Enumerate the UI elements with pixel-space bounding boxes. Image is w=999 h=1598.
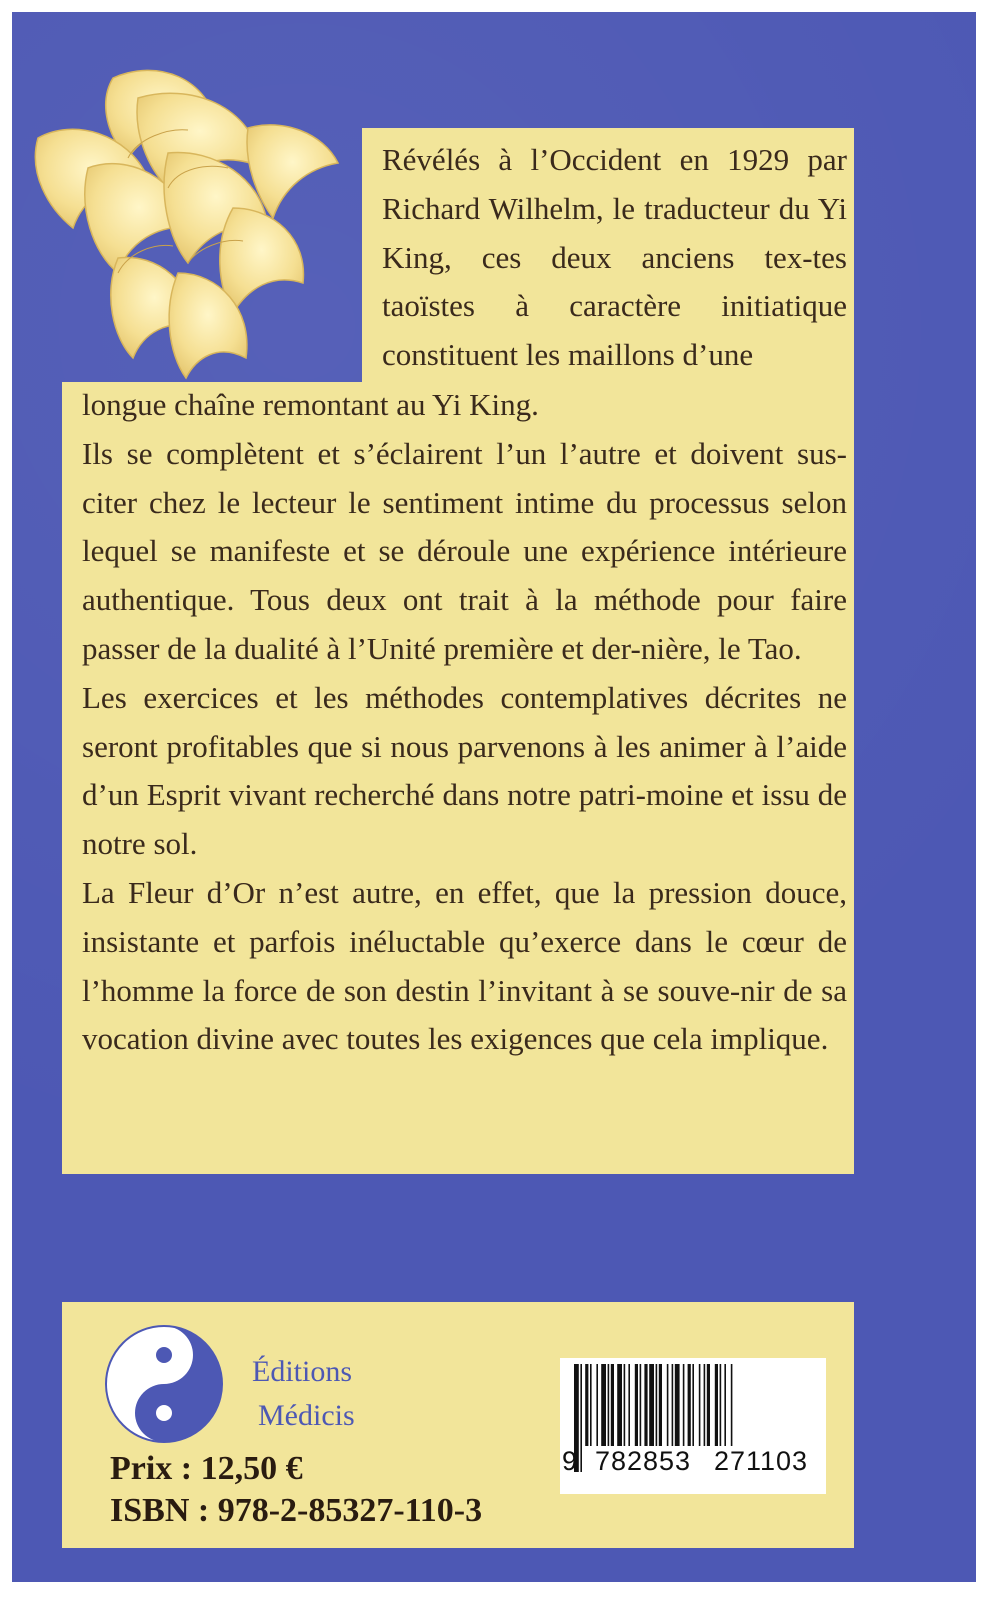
publisher-line-2: Médicis <box>258 1399 355 1432</box>
blurb-paragraph: La Fleur d’Or n’est autre, en effet, que la pression douce, insistante et parfois inéluctable qu’exerce dans le cœur de l’homme la force de son destin l’invitant à se souve-nir de sa vocation divine avec toutes les exigences que cela implique. <box>82 874 847 1057</box>
blurb-continuation: longue chaîne remontant au Yi King. <box>82 387 539 422</box>
publisher-line-1: Éditions <box>252 1355 353 1388</box>
barcode-digits <box>562 1446 824 1477</box>
yin-yang-icon <box>104 1324 224 1444</box>
price-label: Prix : 12,50 € <box>110 1450 303 1487</box>
blurb-paragraph: Les exercices et les méthodes contemplatives décrites ne seront profitables que si nous parvenons à les animer à l’aide d’un Esprit vivant recherché dans notre patri-moine et issu de notre sol. <box>82 679 847 862</box>
blurb-body <box>82 381 847 1064</box>
isbn-label: ISBN : 978-2-85327-110-3 <box>110 1492 483 1529</box>
barcode-group-1: 782853 <box>584 1446 702 1477</box>
barcode-group-2: 271103 <box>702 1446 820 1477</box>
price-isbn-block <box>110 1448 482 1532</box>
barcode-first-digit: 9 <box>562 1446 578 1476</box>
blurb-intro <box>382 136 847 380</box>
lotus-flower-icon <box>18 58 358 388</box>
blurb-intro-text: Révélés à l’Occident en 1929 par Richard Wilhelm, le traducteur du Yi King, ces deux anciens tex-tes taoïstes à caractère initiatique constituent les maillons d’une <box>382 142 847 373</box>
publisher-name <box>252 1350 355 1438</box>
blurb-paragraph: Ils se complètent et s’éclairent l’un l’autre et doivent sus-citer chez le lecteur le sentiment intime du processus selon lequel se manifeste et se déroule une expérience intérieure authentique. Tous deux ont trait à la méthode pour faire passer de la dualité à l’Unité première et der-nière, le Tao. <box>82 435 847 666</box>
